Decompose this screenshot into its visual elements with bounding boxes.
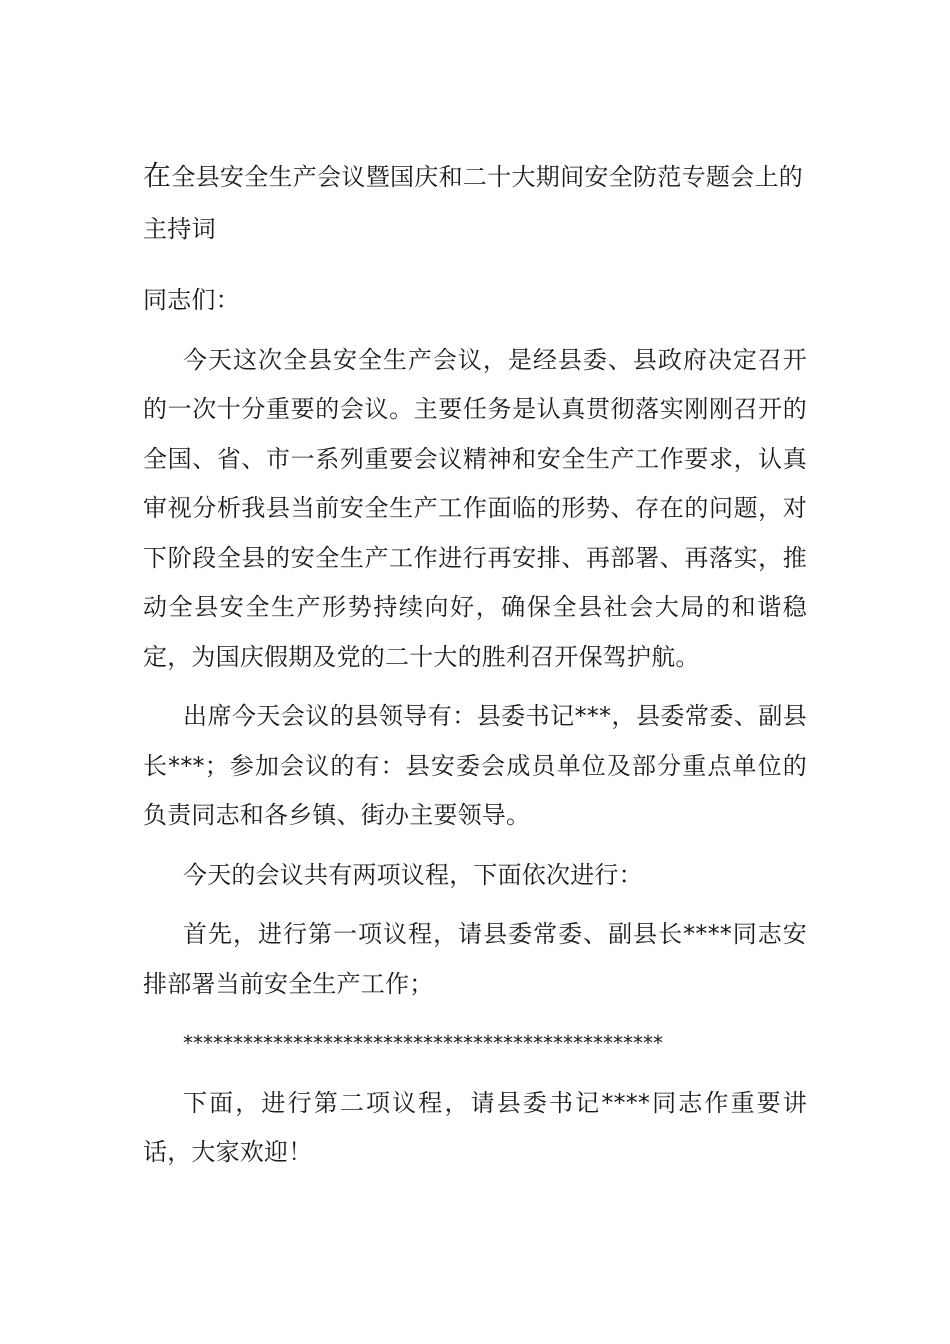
- document-title: [143, 150, 807, 255]
- paragraph-agenda-item-two: 下面，进行第二项议程，请县委书记****同志作重要讲话，大家欢迎！: [143, 1088, 807, 1166]
- paragraph-agenda-item-one: 首先，进行第一项议程，请县委常委、副县长****同志安排部署当前安全生产工作；: [143, 920, 807, 998]
- separator-line: ************************************************: [183, 1031, 663, 1055]
- paragraph-attendees: 出席今天会议的县领导有：县委书记***，县委常委、副县长***；参加会议的有：县安委会成员单位及部分重点单位的负责同志和各乡镇、街办主要领导。: [143, 702, 807, 829]
- title-text: 全县安全生产会议暨国庆和二十大期间安全防范专题会上的主持词: [143, 163, 804, 243]
- title-first-char: 在: [143, 159, 172, 192]
- paragraph-agenda: 今天的会议共有两项议程，下面依次进行：: [183, 860, 643, 889]
- paragraph-opening: 今天这次全县安全生产会议，是经县委、县政府决定召开的一次十分重要的会议。主要任务是认真贯彻落实刚刚召开的全国、省、市一系列重要会议精神和安全生产工作要求，认真审视分析我县当前安全生产工作面临的形势、存在的问题，对下阶段全县的安全生产工作进行再安排、再部署、再落实，推动全县安全生产形势持续向好，确保全县社会大局的和谐稳定，为国庆假期及党的二十大的胜利召开保驾护航。: [143, 345, 807, 671]
- salutation: 同志们：: [143, 286, 240, 314]
- document-body: [143, 150, 807, 1188]
